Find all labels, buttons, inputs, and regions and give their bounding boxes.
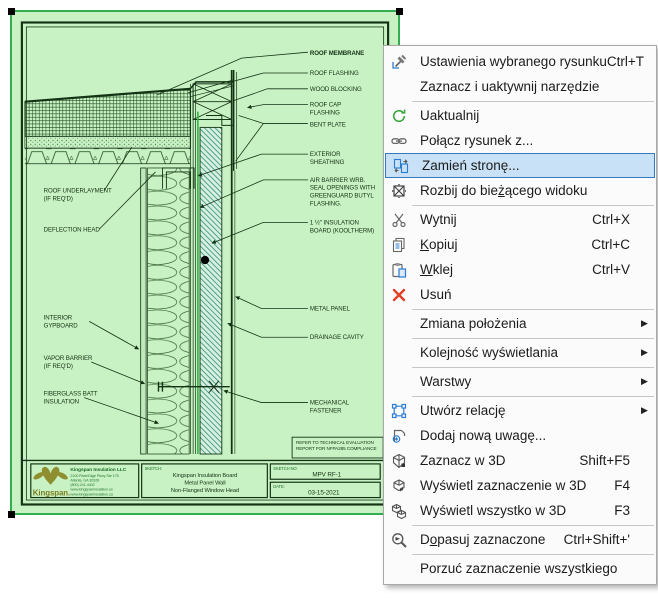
delete-icon [384, 287, 414, 303]
label-wood-blocking: WOOD BLOCKING [309, 85, 362, 93]
menu-item-label: Ustawienia wybranego rysunku [420, 54, 607, 69]
menu-separator [412, 205, 654, 206]
submenu-arrow-icon: ▶ [641, 376, 648, 386]
label-mechanical-fastener: MECHANICAL FASTENER [309, 399, 350, 415]
submenu-arrow-icon: ▶ [641, 347, 648, 357]
menu-separator [412, 396, 654, 397]
sketch-label: SKETCH: [144, 465, 162, 471]
menu-item-shortcut: F4 [614, 478, 630, 493]
menu-item[interactable] [384, 128, 656, 153]
menu-item-shortcut: Ctrl+Shift+' [563, 532, 630, 547]
menu-item-label: Porzuć zaznaczenie wszystkiego [420, 561, 618, 576]
sketch-no-value: MPV RF-1 [312, 471, 342, 479]
menu-separator [412, 367, 654, 368]
menu-item-label: Kolejność wyświetlania [420, 345, 559, 360]
date-value: 03-15-2021 [308, 489, 340, 497]
menu-item-label: Zaznacz w 3D [420, 453, 506, 468]
menu-item-label: Uaktualnij [420, 108, 480, 123]
label-roof-flashing: ROOF FLASHING [309, 69, 359, 77]
menu-item-shortcut: Ctrl+V [592, 262, 630, 277]
menu-item-label: Rozbij do bieżącego widoku [420, 183, 588, 198]
menu-item[interactable] [384, 340, 656, 365]
selection-handle-top-left[interactable] [8, 8, 15, 15]
menu-item-label: Warstwy [420, 374, 472, 389]
menu-item-label: Połącz rysunek z... [420, 133, 534, 148]
label-vapor-barrier: VAPOR BARRIER (IF REQ'D) [43, 354, 93, 370]
context-menu [383, 45, 657, 585]
relation-icon [384, 403, 414, 419]
label-roof-membrane: ROOF MEMBRANE [309, 50, 365, 58]
label-bent-plate: BENT PLATE [309, 121, 346, 129]
menu-item[interactable] [384, 103, 656, 128]
menu-item[interactable] [384, 398, 656, 423]
menu-item-label: Zamień stronę... [422, 158, 520, 173]
label-exterior-sheathing: EXTERIOR SHEATHING [309, 151, 345, 167]
menu-separator [412, 101, 654, 102]
paste-icon [384, 262, 414, 278]
menu-item[interactable] [384, 49, 656, 74]
menu-item[interactable] [384, 311, 656, 336]
menu-item-label: Zmiana położenia [420, 316, 527, 331]
menu-item[interactable] [384, 74, 656, 99]
menu-item-label: Utwórz relację [420, 403, 506, 418]
menu-item[interactable] [384, 527, 656, 552]
label-deflection-head: DEFLECTION HEAD [43, 226, 100, 234]
koolboard [200, 127, 222, 454]
explode-icon [384, 183, 414, 199]
swap-page-icon [386, 158, 416, 174]
menu-item[interactable] [384, 448, 656, 473]
update-icon [384, 108, 414, 124]
label-air-barrier: AIR BARRIER WRB. SEAL OPENINGS WITH GREENGUARD BUTYL FLASHING. [309, 176, 375, 208]
menu-item-shortcut: F3 [614, 503, 630, 518]
drawing-settings-icon [384, 54, 414, 70]
detail-drawing-svg [12, 12, 398, 513]
label-fiberglass-batt: FIBERGLASS BATT INSULATION [43, 390, 98, 406]
menu-separator [412, 309, 654, 310]
label-roof-cap-flashing: ROOF CAP FLASHING [309, 101, 342, 117]
menu-item-label: Wklej [420, 262, 454, 277]
menu-item-label: Wyświetl wszystko w 3D [420, 503, 567, 518]
label-insulation-board: 1 ½" INSULATION BOARD (KOOLTHERM) [309, 219, 375, 235]
show-selection-3d-icon [384, 478, 414, 494]
logo-wordmark: Kingspan. [32, 488, 71, 498]
menu-separator [412, 554, 654, 555]
add-note-icon [384, 428, 414, 444]
menu-item-label: Wyświetl zaznaczenie w 3D [420, 478, 587, 493]
menu-item-label: Kopiuj [420, 237, 458, 252]
select-3d-icon [384, 453, 414, 469]
menu-item-label: Dopasuj zaznaczone [420, 532, 546, 547]
menu-item-label: Dodaj nową uwagę... [420, 428, 547, 443]
date-label: DATE: [273, 484, 285, 490]
menu-item[interactable] [384, 282, 656, 307]
menu-item-label: Wytnij [420, 212, 457, 227]
link-icon [384, 133, 414, 149]
menu-item[interactable] [384, 232, 656, 257]
label-roof-underlayment: ROOF UNDERLAYMENT (IF REQ'D) [43, 187, 112, 203]
cut-icon [384, 212, 414, 228]
menu-separator [412, 525, 654, 526]
label-interior-gypboard: INTERIOR GYPBOARD [43, 314, 78, 330]
menu-item[interactable] [384, 498, 656, 523]
menu-item[interactable] [384, 369, 656, 394]
menu-item-shortcut: Ctrl+X [592, 212, 630, 227]
menu-item-shortcut: Ctrl+C [591, 237, 630, 252]
sketch-title: Kingspan Insulation Board Metal Panel Wall Non-Flanged Window Head [170, 472, 240, 494]
menu-item-shortcut: Ctrl+T [606, 54, 644, 69]
menu-item-selected[interactable] [385, 153, 655, 178]
note-nfpa: REFER TO TECHNICAL EVALUATION REPORT FOR NFPA285 COMPLIANCE [296, 440, 377, 452]
menu-item[interactable] [384, 178, 656, 203]
label-metal-panel: METAL PANEL [309, 305, 350, 313]
submenu-arrow-icon: ▶ [641, 405, 648, 415]
fit-icon [384, 532, 414, 548]
menu-item[interactable] [384, 423, 656, 448]
menu-item-shortcut: Shift+F5 [579, 453, 630, 468]
kingspan-lily-icon [32, 467, 69, 485]
submenu-arrow-icon: ▶ [641, 318, 648, 328]
selection-center-handle[interactable] [201, 256, 209, 264]
menu-separator [412, 338, 654, 339]
label-drainage-cavity: DRAINAGE CAVITY [309, 334, 364, 342]
show-all-3d-icon [384, 503, 414, 519]
selection-handle-top-right[interactable] [396, 8, 403, 15]
menu-item[interactable] [384, 473, 656, 498]
sketch-no-label: SKETCH NO: [273, 465, 298, 471]
menu-item-label: Usuń [420, 287, 452, 302]
menu-item[interactable] [384, 207, 656, 232]
selection-handle-bottom-left[interactable] [8, 511, 15, 518]
company-address: 2100 RiverEdge Pkwy Ste 175 Atlanta, GA 30328 (800) 241-4402 www.kingspaninsulation.us www.kingspaninsulation.ca [70, 473, 119, 497]
detail-drawing[interactable] [10, 10, 400, 515]
menu-item-label: Zaznacz i uaktywnij narzędzie [420, 79, 600, 94]
copy-icon [384, 237, 414, 253]
company-name: Kingspan Insulation LLC [70, 467, 127, 473]
menu-item[interactable] [384, 257, 656, 282]
menu-item[interactable] [384, 556, 656, 581]
